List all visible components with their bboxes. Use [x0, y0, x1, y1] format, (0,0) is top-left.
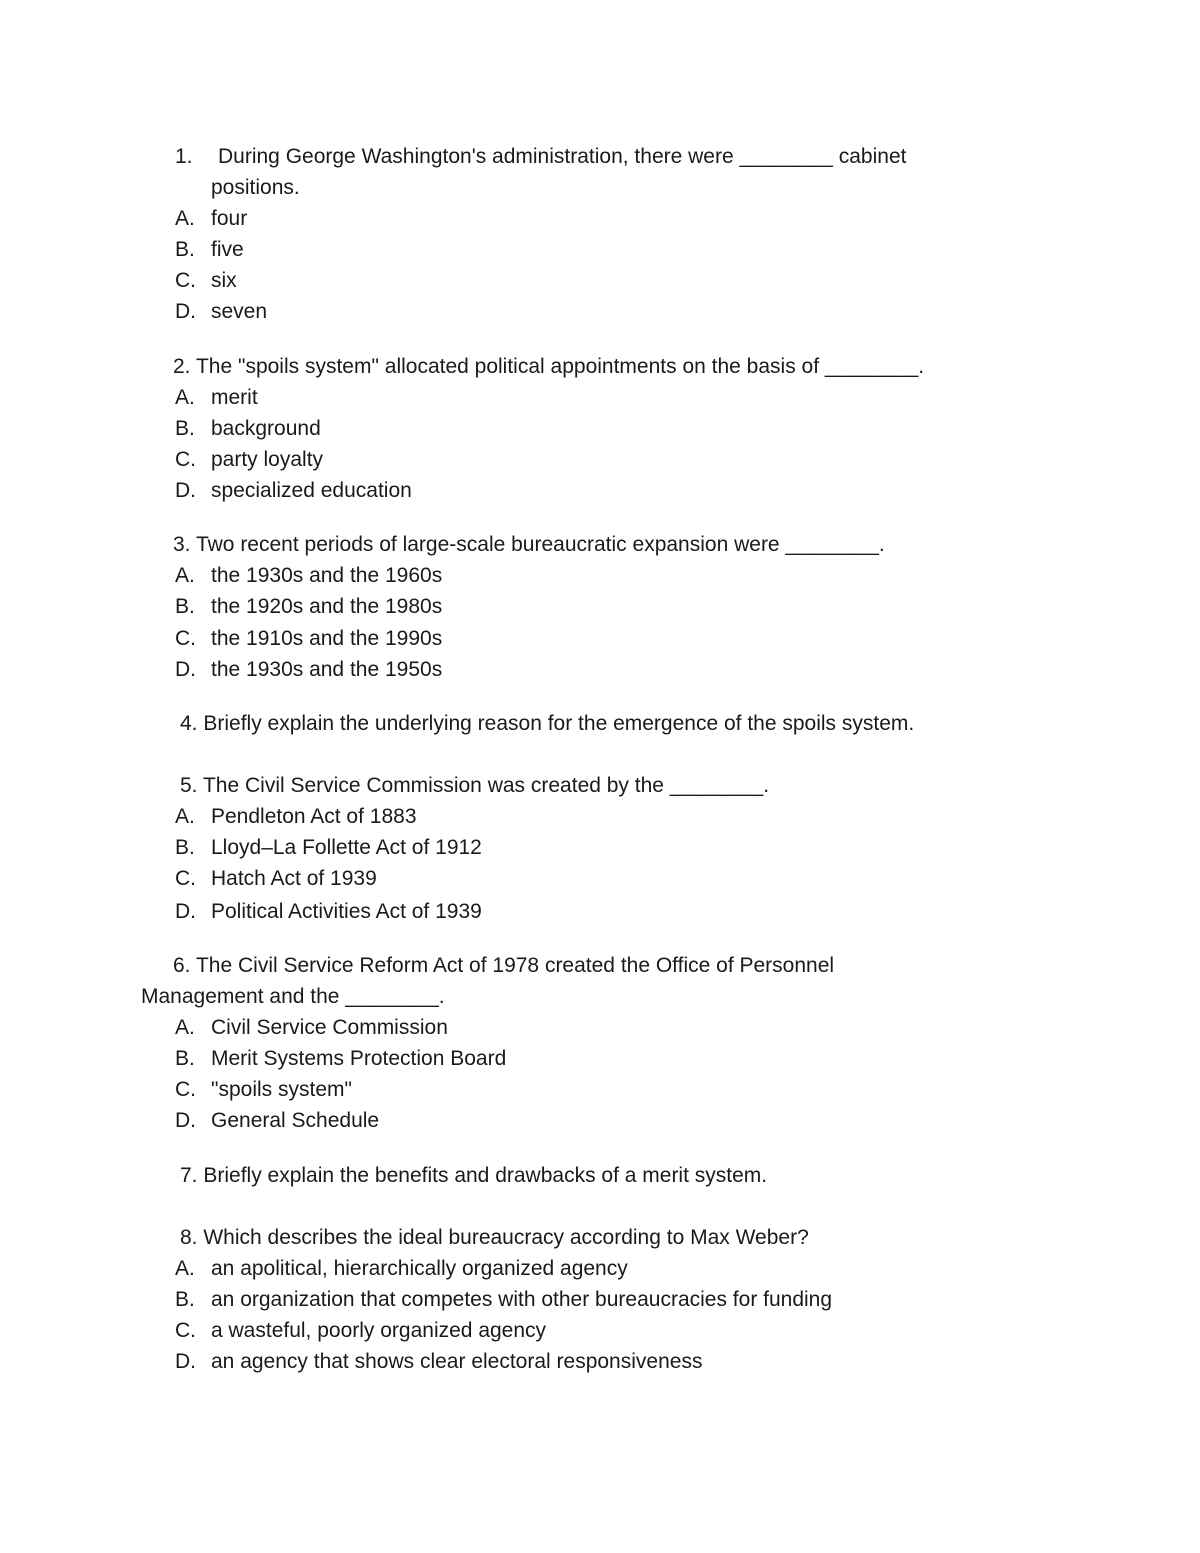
option-text: Lloyd–La Follette Act of 1912 [211, 836, 482, 859]
option-letter: A. [175, 1257, 195, 1280]
question-2-option-b [175, 413, 321, 444]
option-letter: C. [175, 867, 196, 890]
question-3-text: 3. Two recent periods of large-scale bureaucratic expansion were ________. [173, 533, 885, 556]
question-8-text: 8. Which describes the ideal bureaucracy according to Max Weber? [180, 1226, 809, 1249]
option-letter: B. [175, 417, 195, 440]
option-text: six [211, 269, 237, 292]
question-5-option-b [175, 832, 482, 863]
option-text: seven [211, 300, 268, 323]
option-text: an agency that shows clear electoral responsiveness [211, 1350, 703, 1373]
option-letter: D. [175, 479, 196, 502]
option-letter: A. [175, 207, 195, 230]
option-letter: B. [175, 1047, 195, 1070]
option-text: "spoils system" [211, 1078, 352, 1101]
option-letter: A. [175, 1016, 195, 1039]
option-text: five [211, 238, 244, 261]
option-text: the 1930s and the 1960s [211, 564, 443, 587]
option-text: Political Activities Act of 1939 [211, 900, 482, 923]
option-text: Hatch Act of 1939 [211, 867, 377, 890]
question-8-option-b [175, 1284, 832, 1315]
question-5-option-a [175, 801, 417, 832]
question-8-option-d [175, 1346, 702, 1377]
option-text: a wasteful, poorly organized agency [211, 1319, 547, 1342]
question-1-option-b [175, 234, 244, 265]
question-1-number: 1. [175, 145, 193, 168]
question-1-option-d [175, 296, 267, 327]
option-text: background [211, 417, 321, 440]
question-7-text: 7. Briefly explain the benefits and drawbacks of a merit system. [180, 1164, 768, 1187]
option-letter: C. [175, 448, 196, 471]
question-5-option-c [175, 863, 377, 894]
option-letter: C. [175, 1078, 196, 1101]
option-letter: A. [175, 564, 195, 587]
option-text: four [211, 207, 248, 230]
question-2-option-c [175, 444, 323, 475]
option-text: Civil Service Commission [211, 1016, 448, 1039]
option-letter: D. [175, 658, 196, 681]
option-letter: C. [175, 1319, 196, 1342]
question-5-option-d [175, 896, 482, 927]
option-text: the 1930s and the 1950s [211, 658, 443, 681]
option-text: Merit Systems Protection Board [211, 1047, 507, 1070]
option-letter: B. [175, 238, 195, 261]
question-5-text: 5. The Civil Service Commission was created by the ________. [180, 774, 770, 797]
question-2-option-d [175, 475, 412, 506]
option-letter: B. [175, 1288, 195, 1311]
option-text: the 1910s and the 1990s [211, 627, 443, 650]
option-text: merit [211, 386, 258, 409]
question-8-option-c [175, 1315, 546, 1346]
option-letter: B. [175, 595, 195, 618]
question-6-text-line1: 6. The Civil Service Reform Act of 1978 created the Office of Personnel [173, 954, 835, 977]
option-text: the 1920s and the 1980s [211, 595, 443, 618]
question-3-option-d [175, 654, 442, 685]
question-3-option-a [175, 560, 442, 591]
option-text: an organization that competes with other bureaucracies for funding [211, 1288, 833, 1311]
option-letter: D. [175, 1109, 196, 1132]
question-3-option-b [175, 591, 442, 622]
option-letter: A. [175, 805, 195, 828]
option-letter: B. [175, 836, 195, 859]
option-letter: A. [175, 386, 195, 409]
question-6-option-c [175, 1074, 352, 1105]
option-text: specialized education [211, 479, 412, 502]
option-letter: C. [175, 269, 196, 292]
question-6-option-a [175, 1012, 448, 1043]
option-text: Pendleton Act of 1883 [211, 805, 417, 828]
question-8-option-a [175, 1253, 628, 1284]
question-1-option-a [175, 203, 247, 234]
option-letter: D. [175, 300, 196, 323]
option-text: General Schedule [211, 1109, 380, 1132]
question-1-text-line2: positions. [211, 176, 300, 199]
question-2-option-a [175, 382, 258, 413]
option-text: party loyalty [211, 448, 324, 471]
option-letter: C. [175, 627, 196, 650]
question-1-option-c [175, 265, 237, 296]
question-6-option-d [175, 1105, 379, 1136]
question-3-option-c [175, 623, 442, 654]
question-4-text: 4. Briefly explain the underlying reason for the emergence of the spoils system. [180, 712, 915, 735]
option-letter: D. [175, 1350, 196, 1373]
question-1-text-line1: During George Washington's administration, there were ________ cabinet [218, 145, 907, 168]
question-6-option-b [175, 1043, 506, 1074]
option-text: an apolitical, hierarchically organized agency [211, 1257, 628, 1280]
question-6-text-line2: Management and the ________. [141, 985, 445, 1008]
question-2-text: 2. The "spoils system" allocated political appointments on the basis of ________. [173, 355, 925, 378]
option-letter: D. [175, 900, 196, 923]
